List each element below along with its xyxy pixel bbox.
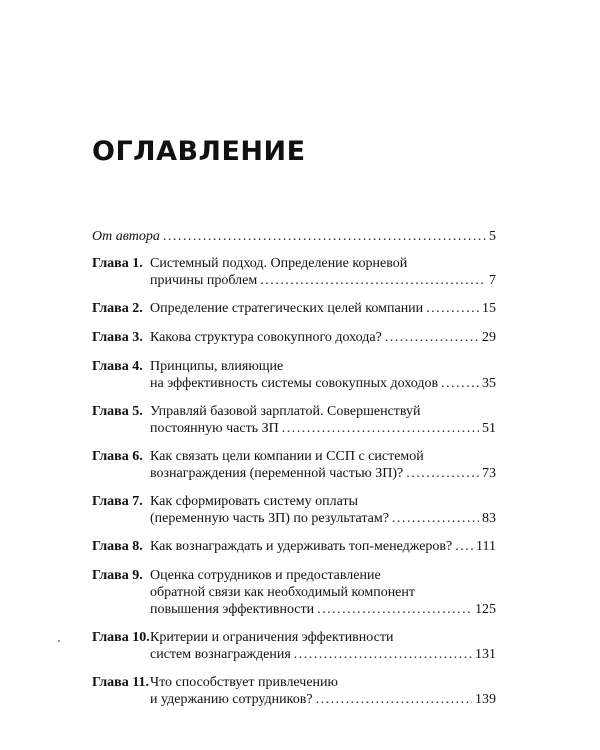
page-number: 139 — [475, 692, 496, 707]
dot-leader — [163, 228, 486, 245]
toc-entry-line: обратной связи как необходимый компонент — [150, 585, 416, 600]
toc-entry-line: Что способствует привлечению — [150, 675, 338, 690]
page-number: 29 — [482, 330, 496, 345]
toc-entry-chapter-10 — [92, 629, 496, 663]
chapter-label: Глава 9. — [92, 568, 143, 583]
scan-speck — [58, 640, 60, 642]
toc-entry-line: Оценка сотрудников и предоставление — [150, 568, 381, 583]
toc-entry-chapter-2 — [92, 300, 496, 317]
chapter-label: Глава 2. — [92, 301, 143, 316]
page-number: 131 — [475, 647, 496, 662]
page-title: ОГЛАВЛЕНИЕ — [92, 136, 306, 167]
toc-entry-title: систем вознаграждения — [150, 647, 291, 662]
toc-entry-chapter-7 — [92, 493, 496, 527]
toc-entry-line: Принципы, влияющие — [150, 359, 284, 374]
page-number: 73 — [482, 466, 496, 481]
chapter-label: Глава 1. — [92, 256, 143, 271]
chapter-label: Глава 6. — [92, 449, 143, 464]
page-number: 15 — [482, 301, 496, 316]
chapter-label: Глава 10. — [92, 630, 150, 645]
page-number: 7 — [489, 273, 496, 288]
page-number: 5 — [489, 229, 496, 244]
toc-entry-title: вознаграждения (переменной частью ЗП)? — [150, 466, 404, 481]
toc-entry-chapter-1 — [92, 255, 496, 289]
dot-leader — [441, 375, 479, 392]
toc-entry-title: (переменную часть ЗП) по результатам? — [150, 511, 389, 526]
toc-entry-line: Как сформировать систему оплаты — [150, 494, 359, 509]
toc-entry-author — [92, 228, 496, 245]
toc-entry-line: Управляй базовой зарплатой. Совершенствуй — [150, 404, 421, 419]
dot-leader — [294, 646, 472, 663]
dot-leader — [455, 538, 473, 555]
toc-entry-title: и удержанию сотрудников? — [150, 692, 313, 707]
chapter-label: Глава 7. — [92, 494, 143, 509]
table-of-contents — [92, 228, 496, 708]
toc-entry-title: постоянную часть ЗП — [150, 421, 279, 436]
dot-leader — [426, 300, 479, 317]
toc-entry-chapter-5 — [92, 403, 496, 437]
chapter-label: Глава 11. — [92, 675, 149, 690]
toc-entry-chapter-3 — [92, 329, 496, 346]
page-number: 51 — [482, 421, 496, 436]
toc-entry-title: причины проблем — [150, 273, 258, 288]
dot-leader — [316, 691, 472, 708]
page-number: 125 — [475, 602, 496, 617]
toc-entry-title: Какова структура совокупного дохода? — [150, 330, 382, 345]
chapter-label: Глава 5. — [92, 404, 143, 419]
toc-entry-title: повышения эффективности — [150, 602, 315, 617]
chapter-label: Глава 3. — [92, 330, 143, 345]
toc-entry-line: Системный подход. Определение корневой — [150, 256, 408, 271]
toc-entry-chapter-8 — [92, 538, 496, 555]
toc-entry-line: Критерии и ограничения эффективности — [150, 630, 394, 645]
dot-leader — [385, 329, 479, 346]
dot-leader — [406, 465, 479, 482]
page-number: 35 — [482, 376, 496, 391]
toc-entry-chapter-11 — [92, 674, 496, 708]
toc-entry-line: Как связать цели компании и ССП с системой — [150, 449, 424, 464]
page-number: 111 — [476, 539, 496, 554]
chapter-label: Глава 4. — [92, 359, 143, 374]
toc-entry-title: Как вознаграждать и удерживать топ-менеджеров? — [150, 539, 453, 554]
dot-leader — [392, 510, 479, 527]
page-number: 83 — [482, 511, 496, 526]
dot-leader — [260, 272, 486, 289]
toc-entry-title: на эффективность системы совокупных доходов — [150, 376, 439, 391]
dot-leader — [282, 420, 479, 437]
dot-leader — [317, 601, 472, 618]
toc-entry-chapter-9 — [92, 567, 496, 618]
chapter-label: Глава 8. — [92, 539, 143, 554]
toc-entry-chapter-6 — [92, 448, 496, 482]
toc-entry-title: От автора — [92, 229, 160, 244]
toc-entry-title: Определение стратегических целей компании — [150, 301, 424, 316]
toc-entry-chapter-4 — [92, 358, 496, 392]
